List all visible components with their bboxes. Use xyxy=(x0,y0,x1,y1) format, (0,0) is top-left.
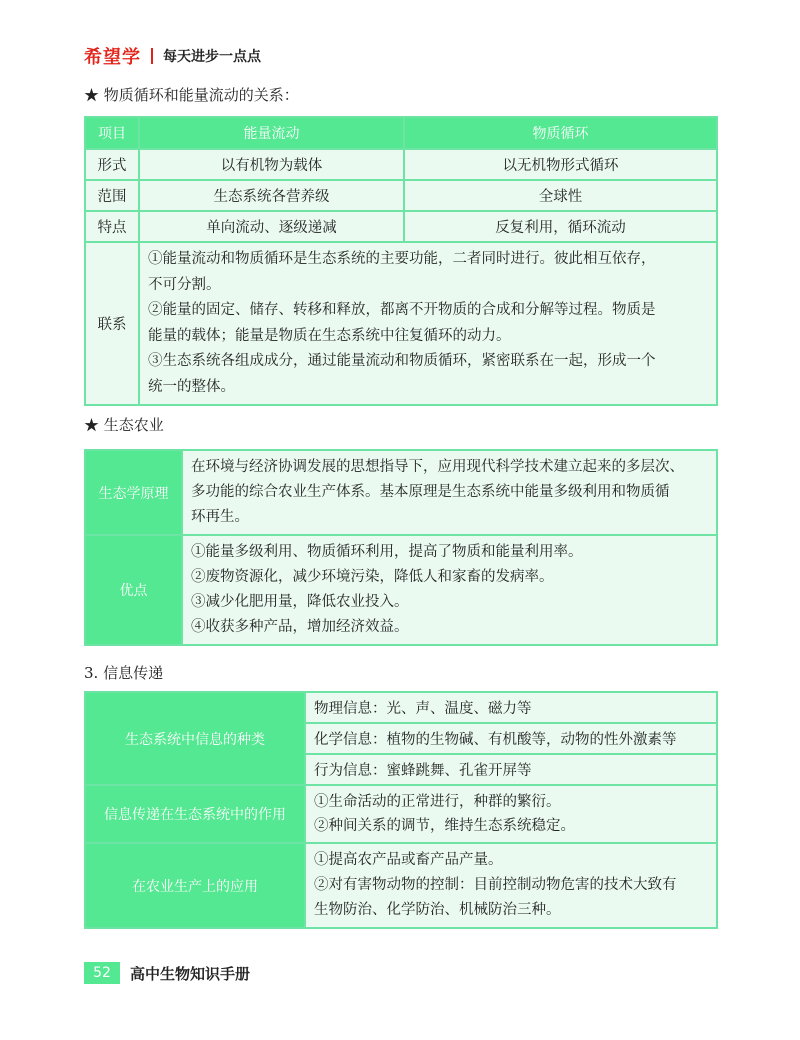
table-row-relation xyxy=(85,242,717,405)
row-label: 联系 xyxy=(85,242,139,405)
table-row xyxy=(85,535,717,645)
text-line: ③生态系统各组成成分，通过能量流动和物质循环，紧密联系在一起，形成一个 xyxy=(148,353,656,369)
row-label: 范围 xyxy=(85,180,139,211)
text-line: 统一的整体。 xyxy=(148,378,235,395)
header-slogan: 每天进步一点点 xyxy=(163,49,261,65)
text-line: ②对有害物动物的控制：目前控制动物危害的技术大致有 xyxy=(314,877,677,893)
text-line: 不可分割。 xyxy=(148,276,221,293)
cycle-flow-table xyxy=(84,116,718,406)
table-row xyxy=(85,785,717,843)
text-line: ④收获多种产品，增加经济效益。 xyxy=(191,619,409,635)
row-label-advantage: 优点 xyxy=(85,535,182,645)
row-label-role: 信息传递在生态系统中的作用 xyxy=(85,785,305,843)
section-title-info-transfer: 3. 信息传递 xyxy=(84,664,164,682)
text-line: ①能量流动和物质循环是生态系统的主要功能，二者同时进行。彼此相互依存， xyxy=(148,251,656,267)
row-label-application: 在农业生产上的应用 xyxy=(85,843,305,928)
text-line: ③减少化肥用量，降低农业投入。 xyxy=(191,594,409,610)
text-line: ②种间关系的调节，维持生态系统稳定。 xyxy=(314,818,575,834)
table-cell: 以有机物为载体 xyxy=(139,149,404,180)
table-row xyxy=(85,450,717,535)
text-line: 多功能的综合农业生产体系。基本原理是生态系统中能量多级利用和物质循 xyxy=(191,484,670,500)
page-footer xyxy=(84,962,250,984)
relation-text xyxy=(139,242,717,405)
table-cell: 单向流动、逐级递减 xyxy=(139,211,404,242)
table-row xyxy=(85,149,717,180)
table-cell: 物理信息：光、声、温度、磁力等 xyxy=(305,692,717,723)
table-cell: 行为信息：蜜蜂跳舞、孔雀开屏等 xyxy=(305,754,717,785)
table-row xyxy=(85,692,717,723)
text-line: ②废物资源化，减少环境污染，降低人和家畜的发病率。 xyxy=(191,569,554,585)
table-cell: 反复利用，循环流动 xyxy=(404,211,717,242)
row-label-info-types: 生态系统中信息的种类 xyxy=(85,692,305,785)
info-transfer-table xyxy=(84,691,718,929)
header-cell-energy-flow: 能量流动 xyxy=(139,117,404,149)
header-cell-material-cycle: 物质循环 xyxy=(404,117,717,149)
text-line: 能量的载体；能量是物质在生态系统中往复循环的动力。 xyxy=(148,327,511,344)
role-text xyxy=(305,785,717,843)
header-divider xyxy=(151,48,153,64)
table-header-row xyxy=(85,117,717,149)
text-line: ①生命活动的正常进行，种群的繁衍。 xyxy=(314,794,561,810)
section-title-cycle-flow: ★ 物质循环和能量流动的关系： xyxy=(84,86,299,104)
row-label: 特点 xyxy=(85,211,139,242)
principle-text xyxy=(182,450,717,535)
row-label: 形式 xyxy=(85,149,139,180)
table-cell: 化学信息：植物的生物碱、有机酸等，动物的性外激素等 xyxy=(305,723,717,754)
table-cell: 全球性 xyxy=(404,180,717,211)
row-label-principle: 生态学原理 xyxy=(85,450,182,535)
section-title-eco-agriculture: ★ 生态农业 xyxy=(84,416,164,434)
table-row xyxy=(85,211,717,242)
header-cell-item: 项目 xyxy=(85,117,139,149)
brand-logo: 希望学 xyxy=(84,47,141,68)
text-line: ①提高农产品或畜产品产量。 xyxy=(314,852,503,868)
eco-agriculture-table xyxy=(84,449,718,646)
text-line: 环再生。 xyxy=(191,509,249,525)
text-line: ①能量多级利用、物质循环利用，提高了物质和能量利用率。 xyxy=(191,544,583,560)
text-line: 在环境与经济协调发展的思想指导下，应用现代科学技术建立起来的多层次、 xyxy=(191,459,684,475)
advantage-text xyxy=(182,535,717,645)
table-cell: 以无机物形式循环 xyxy=(404,149,717,180)
table-cell: 生态系统各营养级 xyxy=(139,180,404,211)
text-line: 生物防治、化学防治、机械防治三种。 xyxy=(314,902,561,918)
page-header xyxy=(84,44,261,68)
text-line: ②能量的固定、储存、转移和释放，都离不开物质的合成和分解等过程。物质是 xyxy=(148,302,656,318)
page-number: 52 xyxy=(84,962,120,984)
table-row xyxy=(85,180,717,211)
application-text xyxy=(305,843,717,928)
book-title: 高中生物知识手册 xyxy=(130,964,251,983)
table-row xyxy=(85,843,717,928)
